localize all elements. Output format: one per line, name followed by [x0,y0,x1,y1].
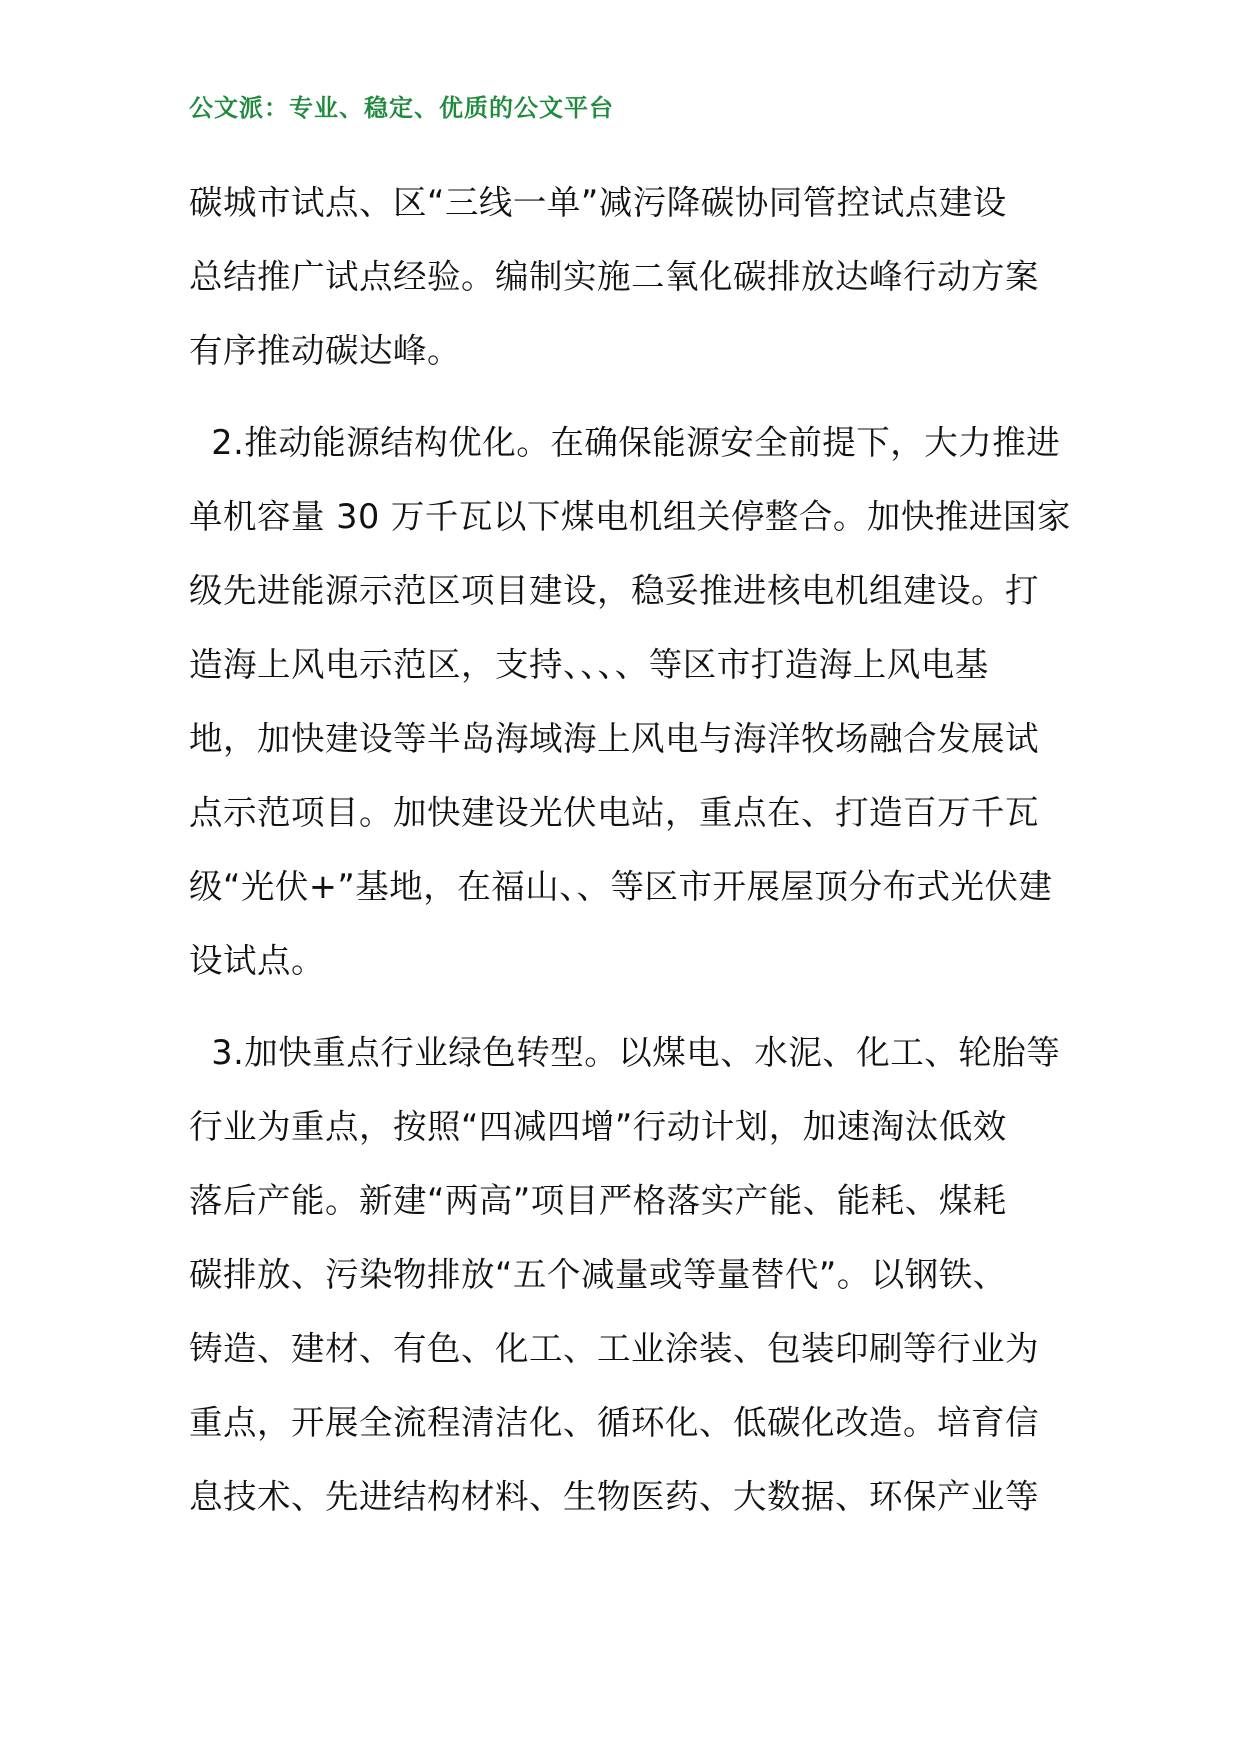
text-line: 有序推动碳达峰。 [189,331,461,370]
text-line: 铸造、建材、有色、化工、工业涂装、包装印刷等行业为 [189,1329,1039,1368]
text-line: 息技术、先进结构材料、生物医药、大数据、环保产业等 [189,1477,1039,1516]
header-title: 公文派：专业、稳定、优质的公文平台 [189,94,614,122]
text-line: 3.加快重点行业绿色转型。以煤电、水泥、化工、轮胎等 [189,1033,1061,1072]
text-line: 总结推广试点经验。编制实施二氧化碳排放达峰行动方案 [189,257,1039,296]
text-line: 级先进能源示范区项目建设，稳妥推进核电机组建设。打 [189,571,1039,610]
text-line: 级“光伏+”基地，在福山、、等区市开展屋顶分布式光伏建 [189,867,1053,906]
text-line: 单机容量 30 万千瓦以下煤电机组关停整合。加快推进国家 [189,497,1071,536]
text-line: 重点，开展全流程清洁化、循环化、低碳化改造。培育信 [189,1403,1039,1442]
text-line: 碳城市试点、区“三线一单”减污降碳协同管控试点建设 [189,183,1007,222]
text-line: 地，加快建设等半岛海域海上风电与海洋牧场融合发展试 [189,719,1039,758]
text-line: 设试点。 [189,941,325,980]
document-body [189,166,1071,1534]
paragraph [189,406,1071,998]
paragraph [189,1016,1059,1534]
text-line: 点示范项目。加快建设光伏电站，重点在、打造百万千瓦 [189,793,1039,832]
text-line: 落后产能。新建“两高”项目严格落实产能、能耗、煤耗 [189,1181,1007,1220]
text-line: 造海上风电示范区，支持、、、、等区市打造海上风电基 [189,645,989,684]
text-line: 碳排放、污染物排放“五个减量或等量替代”。以钢铁、 [189,1255,1007,1294]
text-line: 2.推动能源结构优化。在确保能源安全前提下，大力推进 [189,423,1061,462]
text-line: 行业为重点，按照“四减四增”行动计划，加速淘汰低效 [189,1107,1007,1146]
paragraph [189,166,1059,388]
